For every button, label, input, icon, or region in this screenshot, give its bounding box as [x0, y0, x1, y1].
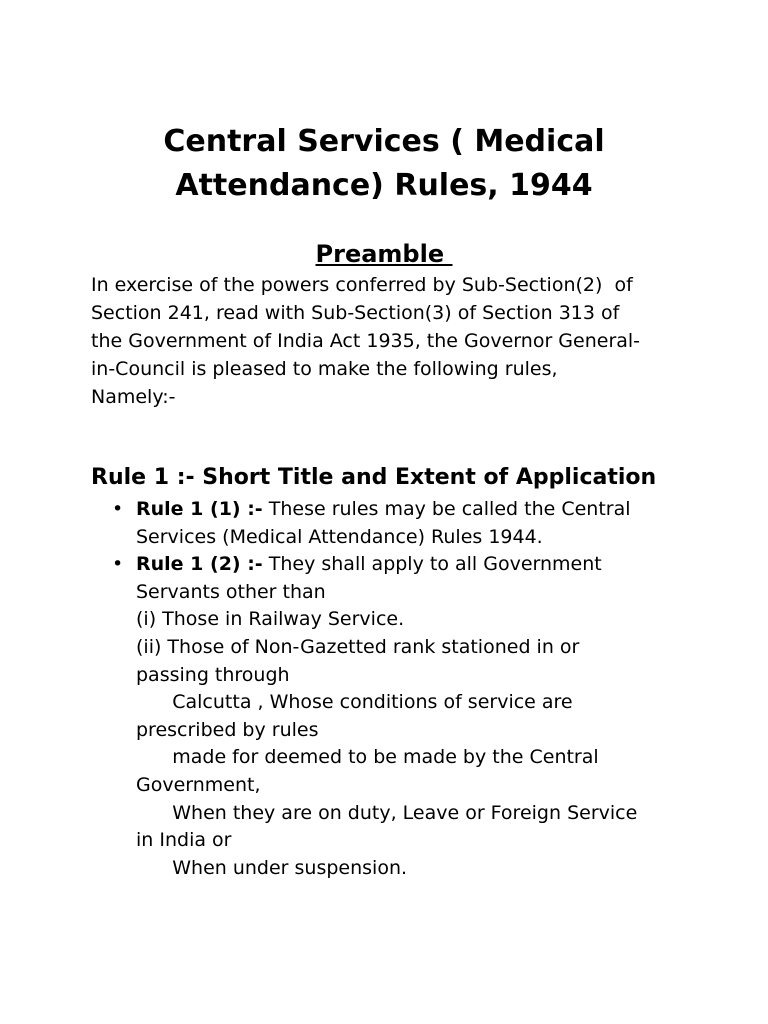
title-line: Attendance) Rules, 1944	[175, 168, 593, 203]
rule-label: Rule 1 (1) :-	[136, 498, 263, 520]
item-line: passing through	[136, 663, 290, 686]
item-text: These rules may be called the Central	[262, 498, 631, 520]
preamble-paragraph	[91, 271, 691, 411]
paragraph-line: in-Council is pleased to make the following rules,	[91, 358, 558, 380]
bullet-icon: •	[112, 498, 124, 520]
item-first-line	[136, 496, 711, 524]
rule-label: Rule 1 (2) :-	[136, 553, 263, 576]
item-line: in India or	[136, 829, 232, 852]
title-line: Central Services ( Medical	[163, 124, 605, 159]
rule-1-list	[91, 496, 711, 882]
item-line: When they are on duty, Leave or Foreign Service	[136, 801, 638, 824]
paragraph-line: the Government of India Act 1935, the Governor General-	[91, 330, 641, 352]
paragraph-line: Section 241, read with Sub-Section(3) of Section 313 of	[91, 302, 620, 324]
item-line: When under suspension.	[136, 856, 408, 879]
preamble-heading: Preamble	[315, 240, 453, 268]
item-line: (i) Those in Railway Service.	[136, 608, 405, 631]
list-item	[91, 496, 711, 551]
item-line: prescribed by rules	[136, 718, 319, 741]
item-line: Government,	[136, 773, 261, 796]
item-first-line	[136, 551, 711, 579]
paragraph-line: Namely:-	[91, 386, 176, 408]
rule-1-heading: Rule 1 :- Short Title and Extent of Application	[91, 465, 657, 490]
paragraph-line: In exercise of the powers conferred by Sub-Section(2) of	[91, 274, 633, 296]
document-title	[60, 120, 708, 208]
item-line: Calcutta , Whose conditions of service are	[136, 691, 573, 714]
item-line: made for deemed to be made by the Central	[136, 746, 599, 769]
item-line: Servants other than	[136, 580, 326, 603]
list-item	[91, 551, 711, 882]
bullet-icon: •	[112, 553, 124, 576]
item-line: (ii) Those of Non-Gazetted rank stationed in or	[136, 635, 580, 658]
item-line: Services (Medical Attendance) Rules 1944.	[136, 525, 543, 548]
item-text: They shall apply to all Government	[262, 553, 602, 576]
